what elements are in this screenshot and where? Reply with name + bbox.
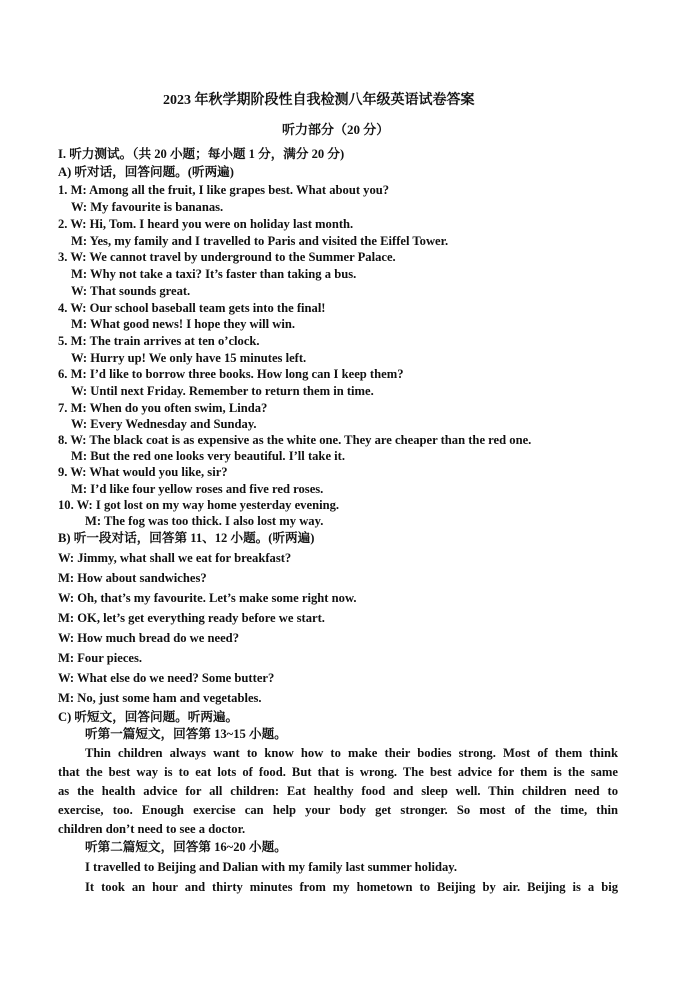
dialogue-line: M: Why not take a taxi? It’s faster than taking a bus.	[71, 267, 357, 281]
dialogue-line: 1. M: Among all the fruit, I like grapes best. What about you?	[58, 183, 390, 197]
dialogue-line: W: Every Wednesday and Sunday.	[71, 417, 257, 431]
passage-line: Thin children always want to know how to make their bodies strong. Most of them think	[85, 746, 618, 760]
dialogue-line: W: Jimmy, what shall we eat for breakfast?	[58, 551, 292, 565]
dialogue-line: 2. W: Hi, Tom. I heard you were on holiday last month.	[58, 217, 354, 231]
dialogue-line: W: How much bread do we need?	[58, 631, 239, 645]
dialogue-line: M: The fog was too thick. I also lost my way.	[85, 514, 324, 528]
part-c-heading: C) 听短文，回答问题。听两遍。	[58, 710, 239, 724]
passage-line: as the health advice for all children: Eat healthy food and sleep well. Thin children need to	[58, 784, 618, 798]
dialogue-line: M: I’d like four yellow roses and five red roses.	[71, 482, 324, 496]
dialogue-line: 7. M: When do you often swim, Linda?	[58, 401, 268, 415]
dialogue-line: W: Hurry up! We only have 15 minutes left.	[71, 351, 307, 365]
part-a-heading: A) 听对话，回答问题。(听两遍)	[58, 165, 234, 179]
dialogue-line: 4. W: Our school baseball team gets into the final!	[58, 301, 326, 315]
dialogue-line: W: That sounds great.	[71, 284, 191, 298]
passage-line: that the best way is to eat lots of food. But that is wrong. The best advice for them is the same	[58, 765, 618, 779]
part-b-heading: B) 听一段对话，回答第 11、12 小题。(听两遍)	[58, 531, 315, 545]
passage-1-heading: 听第一篇短文，回答第 13~15 小题。	[85, 727, 287, 741]
dialogue-line: W: Oh, that’s my favourite. Let’s make some right now.	[58, 591, 357, 605]
dialogue-line: W: What else do we need? Some butter?	[58, 671, 275, 685]
dialogue-line: M: OK, let’s get everything ready before we start.	[58, 611, 325, 625]
passage-line: children don’t need to see a doctor.	[58, 822, 246, 836]
passage-line: exercise, too. Enough exercise can help your body get stronger. So most of the time, thin	[58, 803, 618, 817]
dialogue-line: W: My favourite is bananas.	[71, 200, 224, 214]
dialogue-line: M: Yes, my family and I travelled to Paris and visited the Eiffel Tower.	[71, 234, 449, 248]
dialogue-line: 10. W: I got lost on my way home yesterday evening.	[58, 498, 340, 512]
passage-line: I travelled to Beijing and Dalian with my family last summer holiday.	[85, 860, 457, 874]
dialogue-line: 5. M: The train arrives at ten o’clock.	[58, 334, 260, 348]
dialogue-line: M: What good news! I hope they will win.	[71, 317, 296, 331]
passage-2-heading: 听第二篇短文，回答第 16~20 小题。	[85, 840, 287, 854]
page-title: 2023 年秋学期阶段性自我检测八年级英语试卷答案	[163, 93, 475, 108]
dialogue-line: 8. W: The black coat is as expensive as the white one. They are cheaper than the red one.	[58, 433, 532, 447]
dialogue-line: M: Four pieces.	[58, 651, 143, 665]
dialogue-line: M: But the red one looks very beautiful. I’ll take it.	[71, 449, 346, 463]
passage-line: It took an hour and thirty minutes from my hometown to Beijing by air. Beijing is a big	[85, 880, 618, 894]
dialogue-line: M: No, just some ham and vegetables.	[58, 691, 262, 705]
dialogue-line: W: Until next Friday. Remember to return them in time.	[71, 384, 374, 398]
section-heading: 听力部分（20 分）	[282, 122, 390, 137]
dialogue-line: 9. W: What would you like, sir?	[58, 465, 228, 479]
dialogue-line: M: How about sandwiches?	[58, 571, 207, 585]
dialogue-line: 3. W: We cannot travel by underground to the Summer Palace.	[58, 250, 396, 264]
dialogue-line: 6. M: I’d like to borrow three books. How long can I keep them?	[58, 367, 404, 381]
part-i-heading: I. 听力测试。（共 20 小题；每小题 1 分，满分 20 分)	[58, 147, 345, 161]
